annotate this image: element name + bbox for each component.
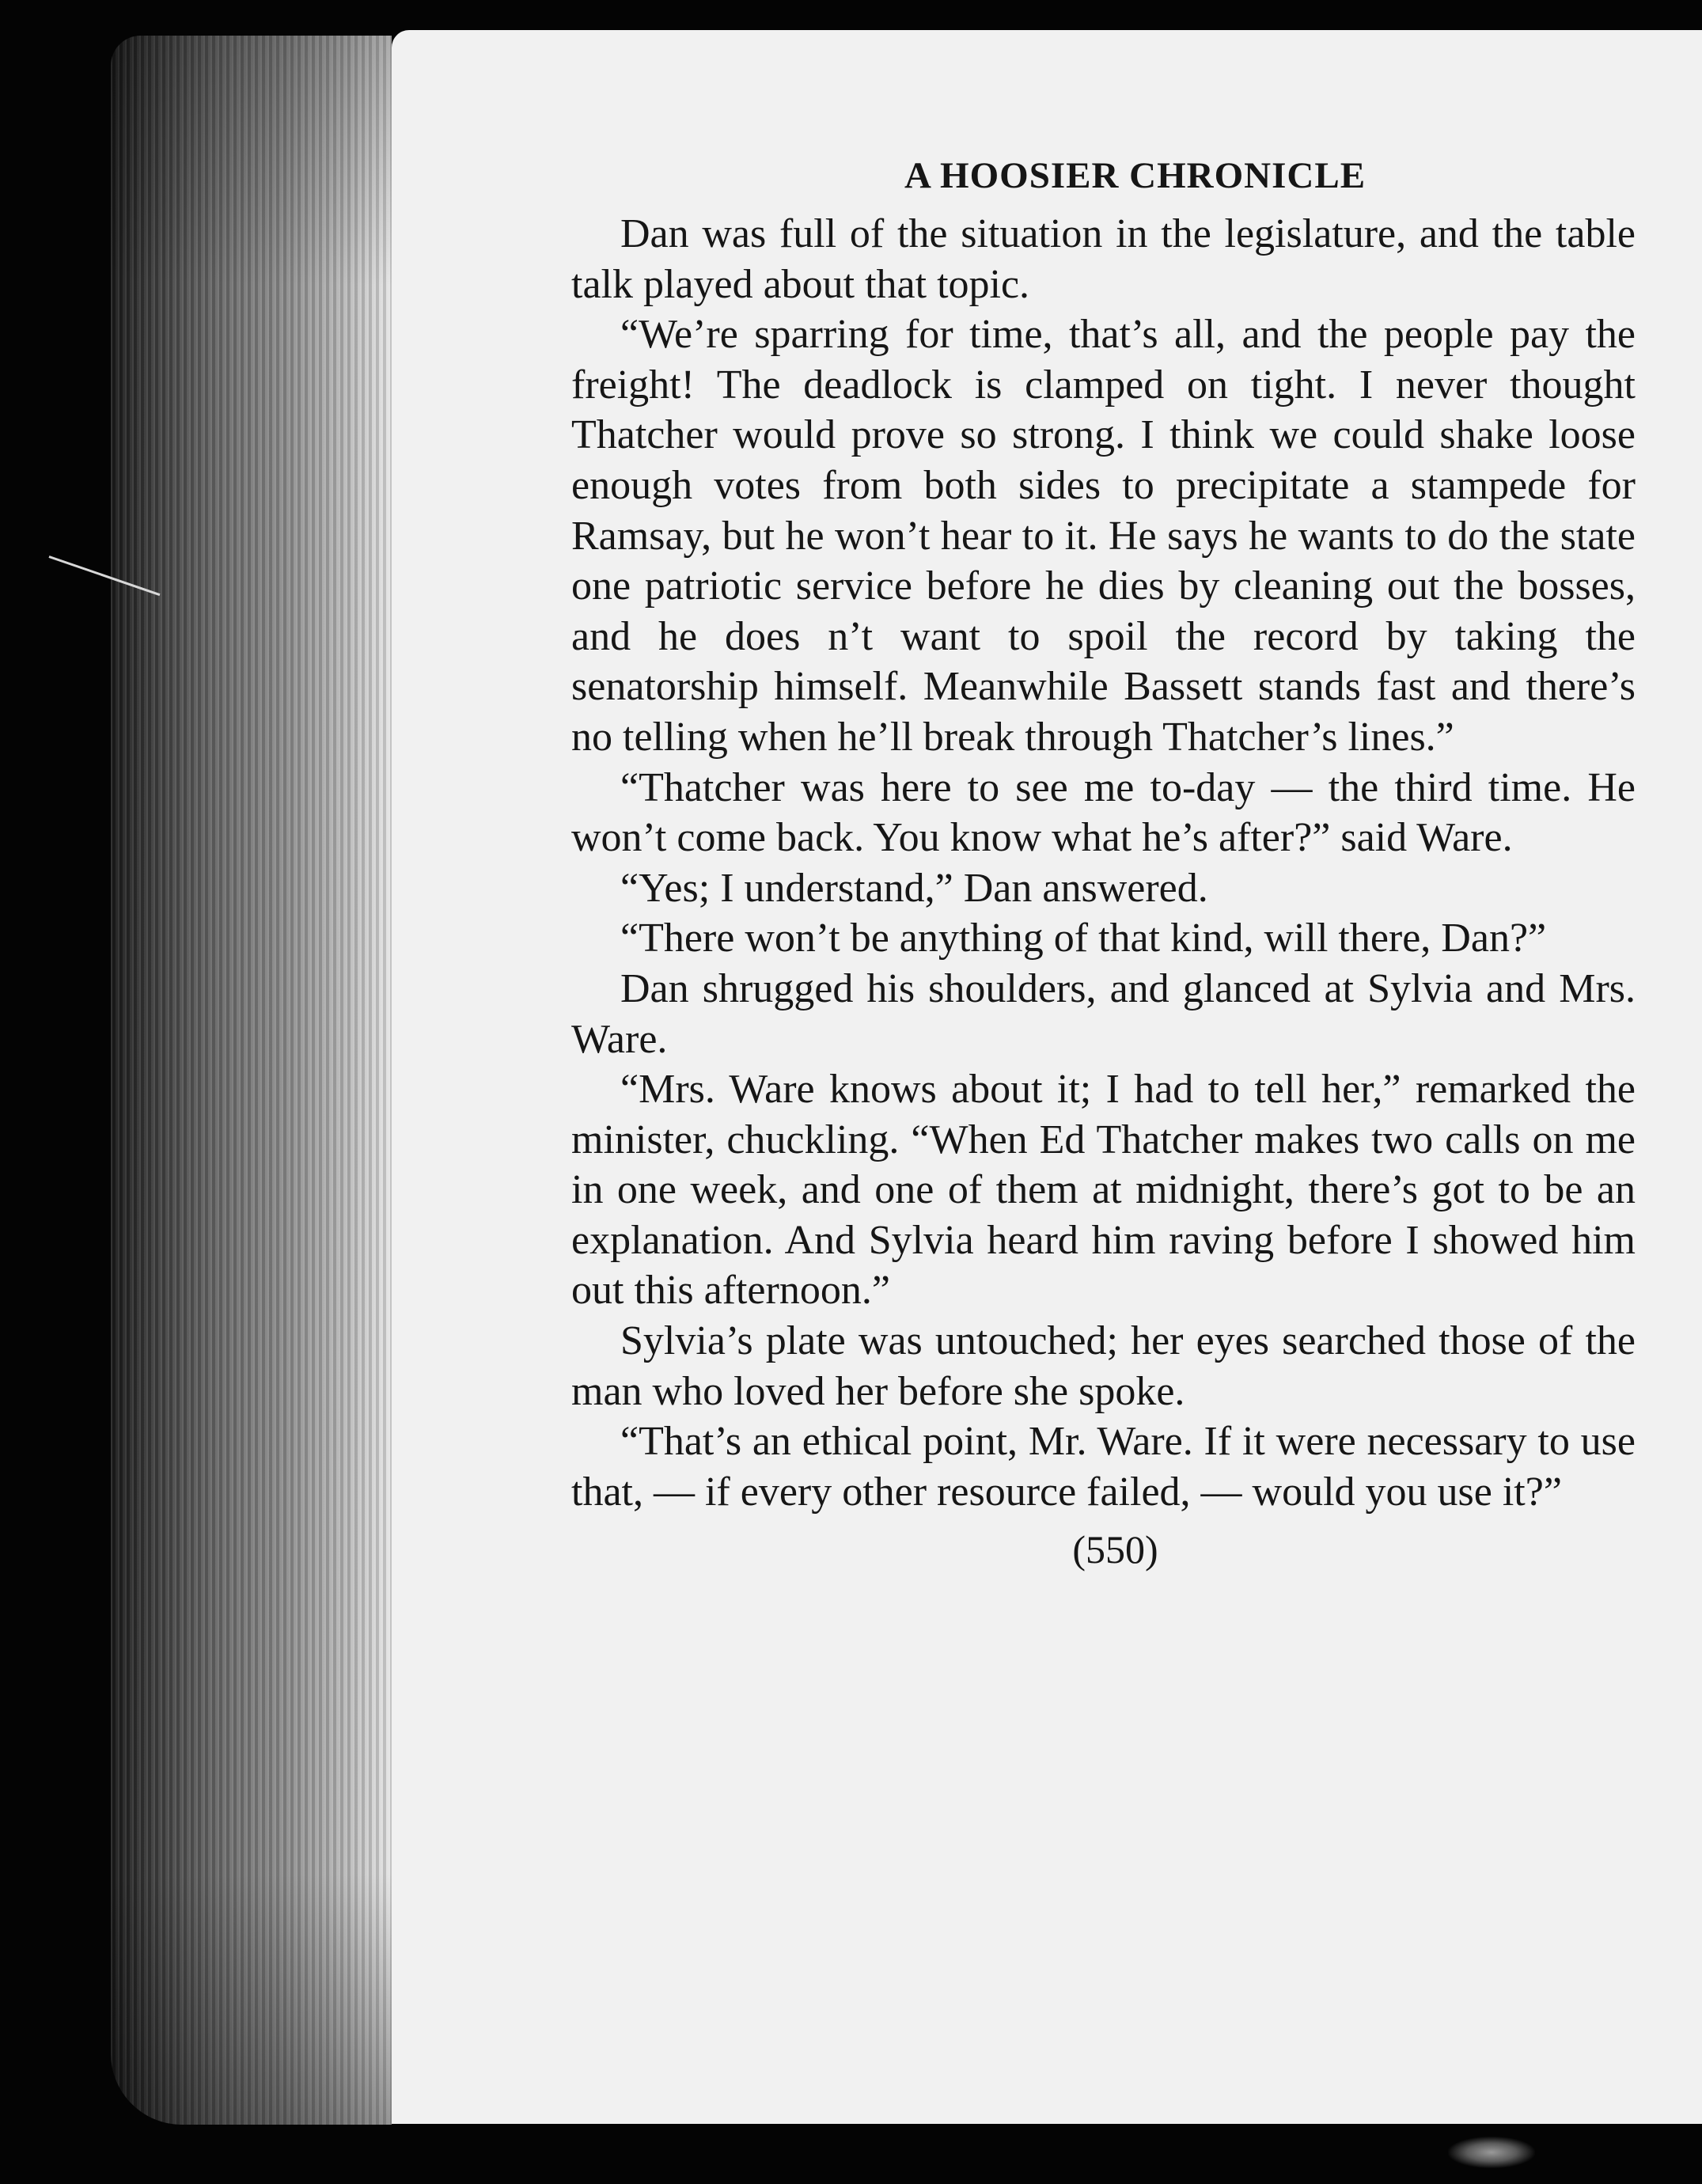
- paragraph: Sylvia’s plate was untouched; her eyes searched those of the man who loved her before she spoke.: [571, 1318, 1636, 1414]
- paragraph: “Mrs. Ware knows about it; I had to tell her,” remarked the minister, chuckling. “When Ed Thatcher makes two calls on me in one week, and one of them at midnight, there’s got to be an explanation. And Sylvia heard him raving before I showed him out this afternoon.”: [571, 1067, 1636, 1314]
- running-head: A HOOSIER CHRONICLE: [904, 155, 1367, 196]
- paragraph: “We’re sparring for time, that’s all, and the people pay the freight! The deadlock is clamped on tight. I never thought Thatcher would prove so strong. I think we could shake loose enough votes from both sides to precipitate a stampede for Ramsay, but he won’t hear to it. He says he wants to do the state one patriotic service before he dies by cleaning out the bosses, and he does n’t want to spoil the record by taking the senatorship himself. Meanwhile Bassett stands fast and there’s no telling when he’ll break through Thatcher’s lines.”: [571, 312, 1636, 760]
- fore-edge-shadow: [111, 36, 392, 2125]
- page-number: (550): [1072, 1527, 1158, 1572]
- paragraph: “Yes; I understand,” Dan answered.: [620, 865, 1208, 911]
- body-text: [571, 209, 1636, 1517]
- page-text-block: [571, 152, 1636, 1574]
- paragraph: Dan was full of the situation in the legislature, and the table talk played about that topic.: [571, 211, 1636, 307]
- paragraph: “There won’t be anything of that kind, will there, Dan?”: [620, 916, 1547, 961]
- paragraph: “Thatcher was here to see me to-day — the third time. He won’t come back. You know what he’s after?” said Ware.: [571, 764, 1636, 861]
- scan-artifact-smudge: [1448, 2137, 1535, 2168]
- paragraph: Dan shrugged his shoulders, and glanced at Sylvia and Mrs. Ware.: [571, 965, 1636, 1062]
- paragraph: “That’s an ethical point, Mr. Ware. If it were necessary to use that, — if every other resource failed, — would you use it?”: [571, 1419, 1636, 1515]
